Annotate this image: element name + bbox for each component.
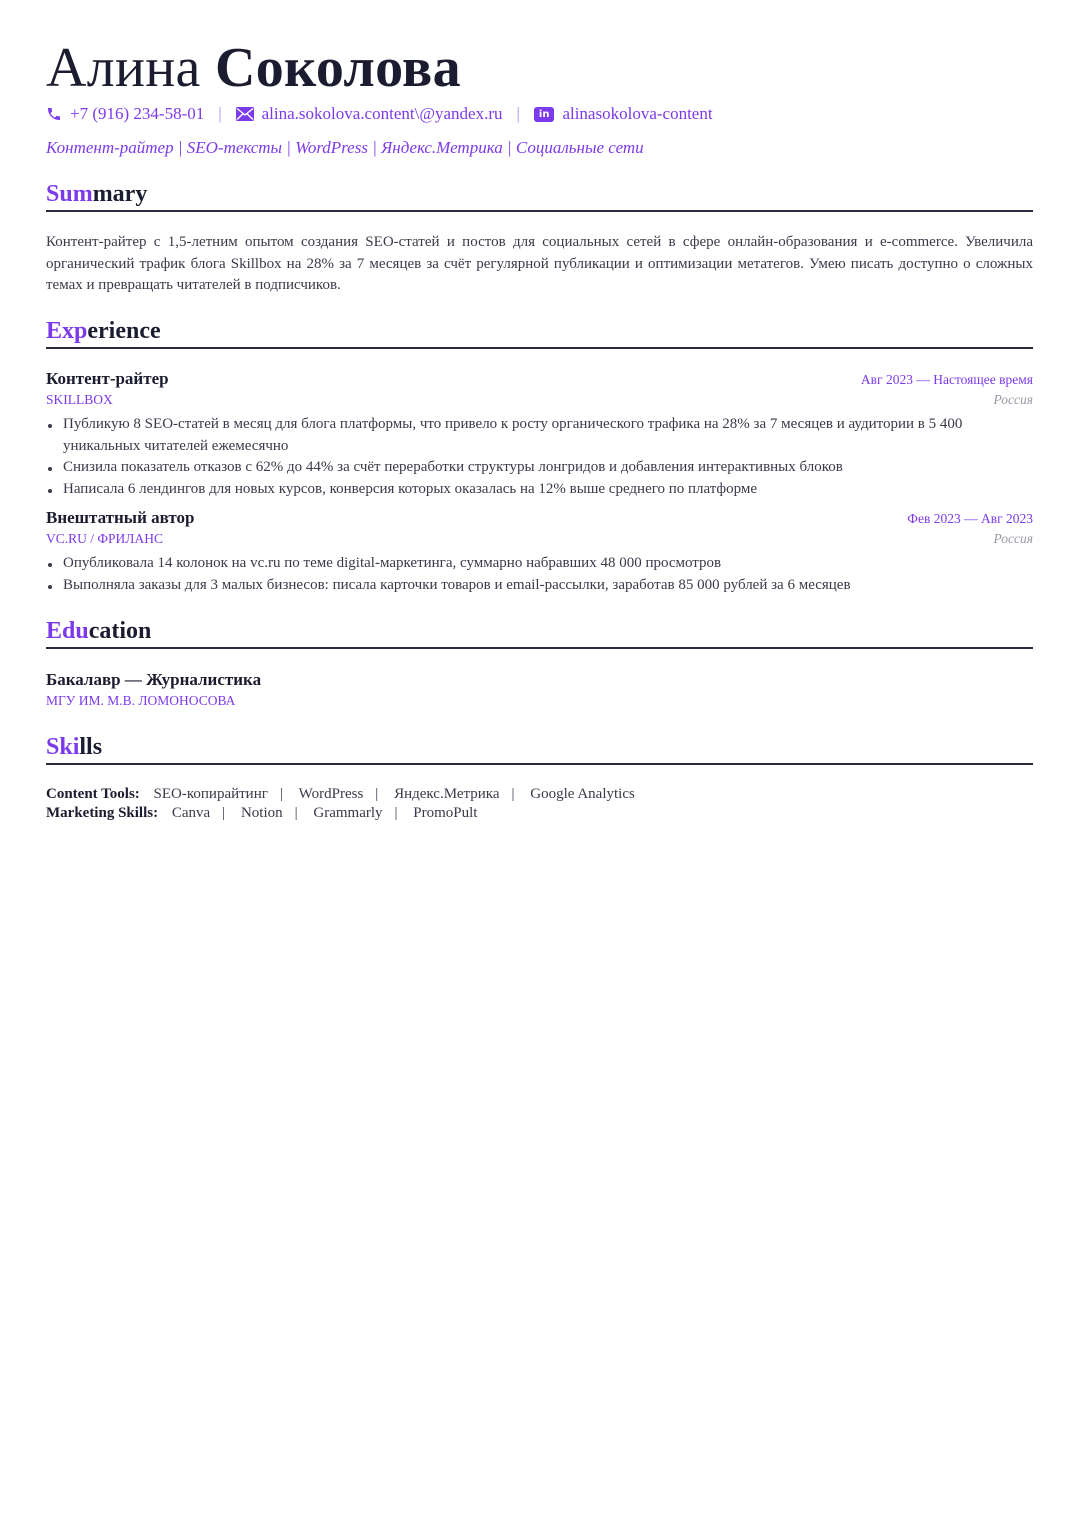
bullet-item: Публикую 8 SEO-статей в месяц для блога платформы, что привело к росту органического трафика на 28% за 7 месяцев и аудитории в 5 400 уникальных читателей ежемесячно — [46, 414, 1033, 457]
education-entry — [46, 669, 261, 711]
job-entry — [46, 507, 1033, 596]
linkedin-icon: in — [534, 107, 555, 122]
bullet-item: Выполняла заказы для 3 малых бизнесов: писала карточки товаров и email-рассылки, заработав 85 000 рублей за 6 месяцев — [46, 575, 1033, 597]
skill-item: Яндекс.Метрика — [394, 786, 500, 802]
school: МГУ ИМ. М.В. ЛОМОНОСОВА — [46, 693, 236, 708]
skill-item: SEO-копирайтинг — [153, 786, 268, 802]
email-link[interactable]: alina.sokolova.content\@yandex.ru — [261, 104, 503, 123]
skill-label: Marketing Skills: — [46, 804, 159, 821]
job-title: Контент-райтер — [46, 369, 169, 388]
skill-item: Grammarly — [313, 804, 383, 821]
contact-bar — [46, 103, 713, 125]
skill-row-content-tools: Content Tools: SEO-копирайтинг | WordPress | Яндекс.Метрика | Google Analytics — [46, 786, 635, 802]
section-title-education: Education — [46, 616, 1033, 649]
section-title-skills: Skills — [46, 732, 1033, 765]
job-location: Россия — [993, 531, 1033, 546]
degree: Бакалавр — Журналистика — [46, 670, 262, 689]
job-date: Фев 2023 — Авг 2023 — [907, 511, 1033, 526]
summary-text: Контент-райтер с 1,5-летним опытом создания SEO-статей и постов для социальных сетей в сфере онлайн-образования и e-commerce. Увеличила органический трафик блога Skillbox на 28% за 7 месяцев за счёт регулярной публикации и оптимизации метатегов. Умею писать доступно о сложных темах и превращать читателей в подписчиков. — [46, 234, 1033, 293]
section-title-summary: Summary — [46, 179, 1033, 212]
bullet-item: Опубликовала 14 колонок на vc.ru по теме digital-маркетинга, суммарно набравших 48 000 просмотров — [46, 553, 1033, 575]
job-company: SKILLBOX — [46, 392, 113, 407]
job-location: Россия — [993, 392, 1033, 407]
skill-item: Canva — [171, 804, 211, 821]
contact-separator: | — [516, 104, 520, 123]
bullet-item: Снизила показатель отказов с 62% до 44% за счёт переработки структуры лонгридов и добавления интерактивных блоков — [46, 457, 1033, 479]
skill-item: Google Analytics — [530, 786, 635, 802]
skill-item: Notion — [240, 804, 283, 821]
envelope-icon — [236, 107, 254, 121]
job-company: VC.RU / ФРИЛАНС — [46, 531, 163, 546]
skill-item: PromoPult — [413, 804, 478, 821]
candidate-name — [46, 36, 461, 100]
job-title: Внештатный автор — [46, 508, 195, 527]
first-name: Алина — [46, 37, 201, 99]
job-bullets — [46, 414, 1033, 500]
section-title-experience: Experience — [46, 316, 1033, 349]
phone-link[interactable]: +7 (916) 234-58-01 — [70, 104, 205, 123]
tagline: Контент-райтер | SEO-тексты | WordPress | Яндекс.Метрика | Социальные сети — [46, 138, 644, 157]
skill-row-marketing-skills: Marketing Skills: Canva | Notion | Grammarly | PromoPult — [46, 804, 478, 821]
contact-separator: | — [218, 104, 222, 123]
job-entry — [46, 368, 1033, 500]
job-bullets — [46, 553, 1033, 596]
skills-list — [46, 785, 635, 822]
phone-icon — [46, 106, 62, 122]
job-date: Авг 2023 — Настоящее время — [860, 372, 1033, 387]
linkedin-link[interactable]: alinasokolova-content — [562, 104, 713, 123]
skill-item: WordPress — [298, 786, 364, 802]
bullet-item: Написала 6 лендингов для новых курсов, конверсия которых оказалась на 12% выше среднего по платформе — [46, 479, 1033, 501]
last-name: Соколова — [215, 37, 461, 99]
skill-label: Content Tools: — [46, 786, 140, 802]
